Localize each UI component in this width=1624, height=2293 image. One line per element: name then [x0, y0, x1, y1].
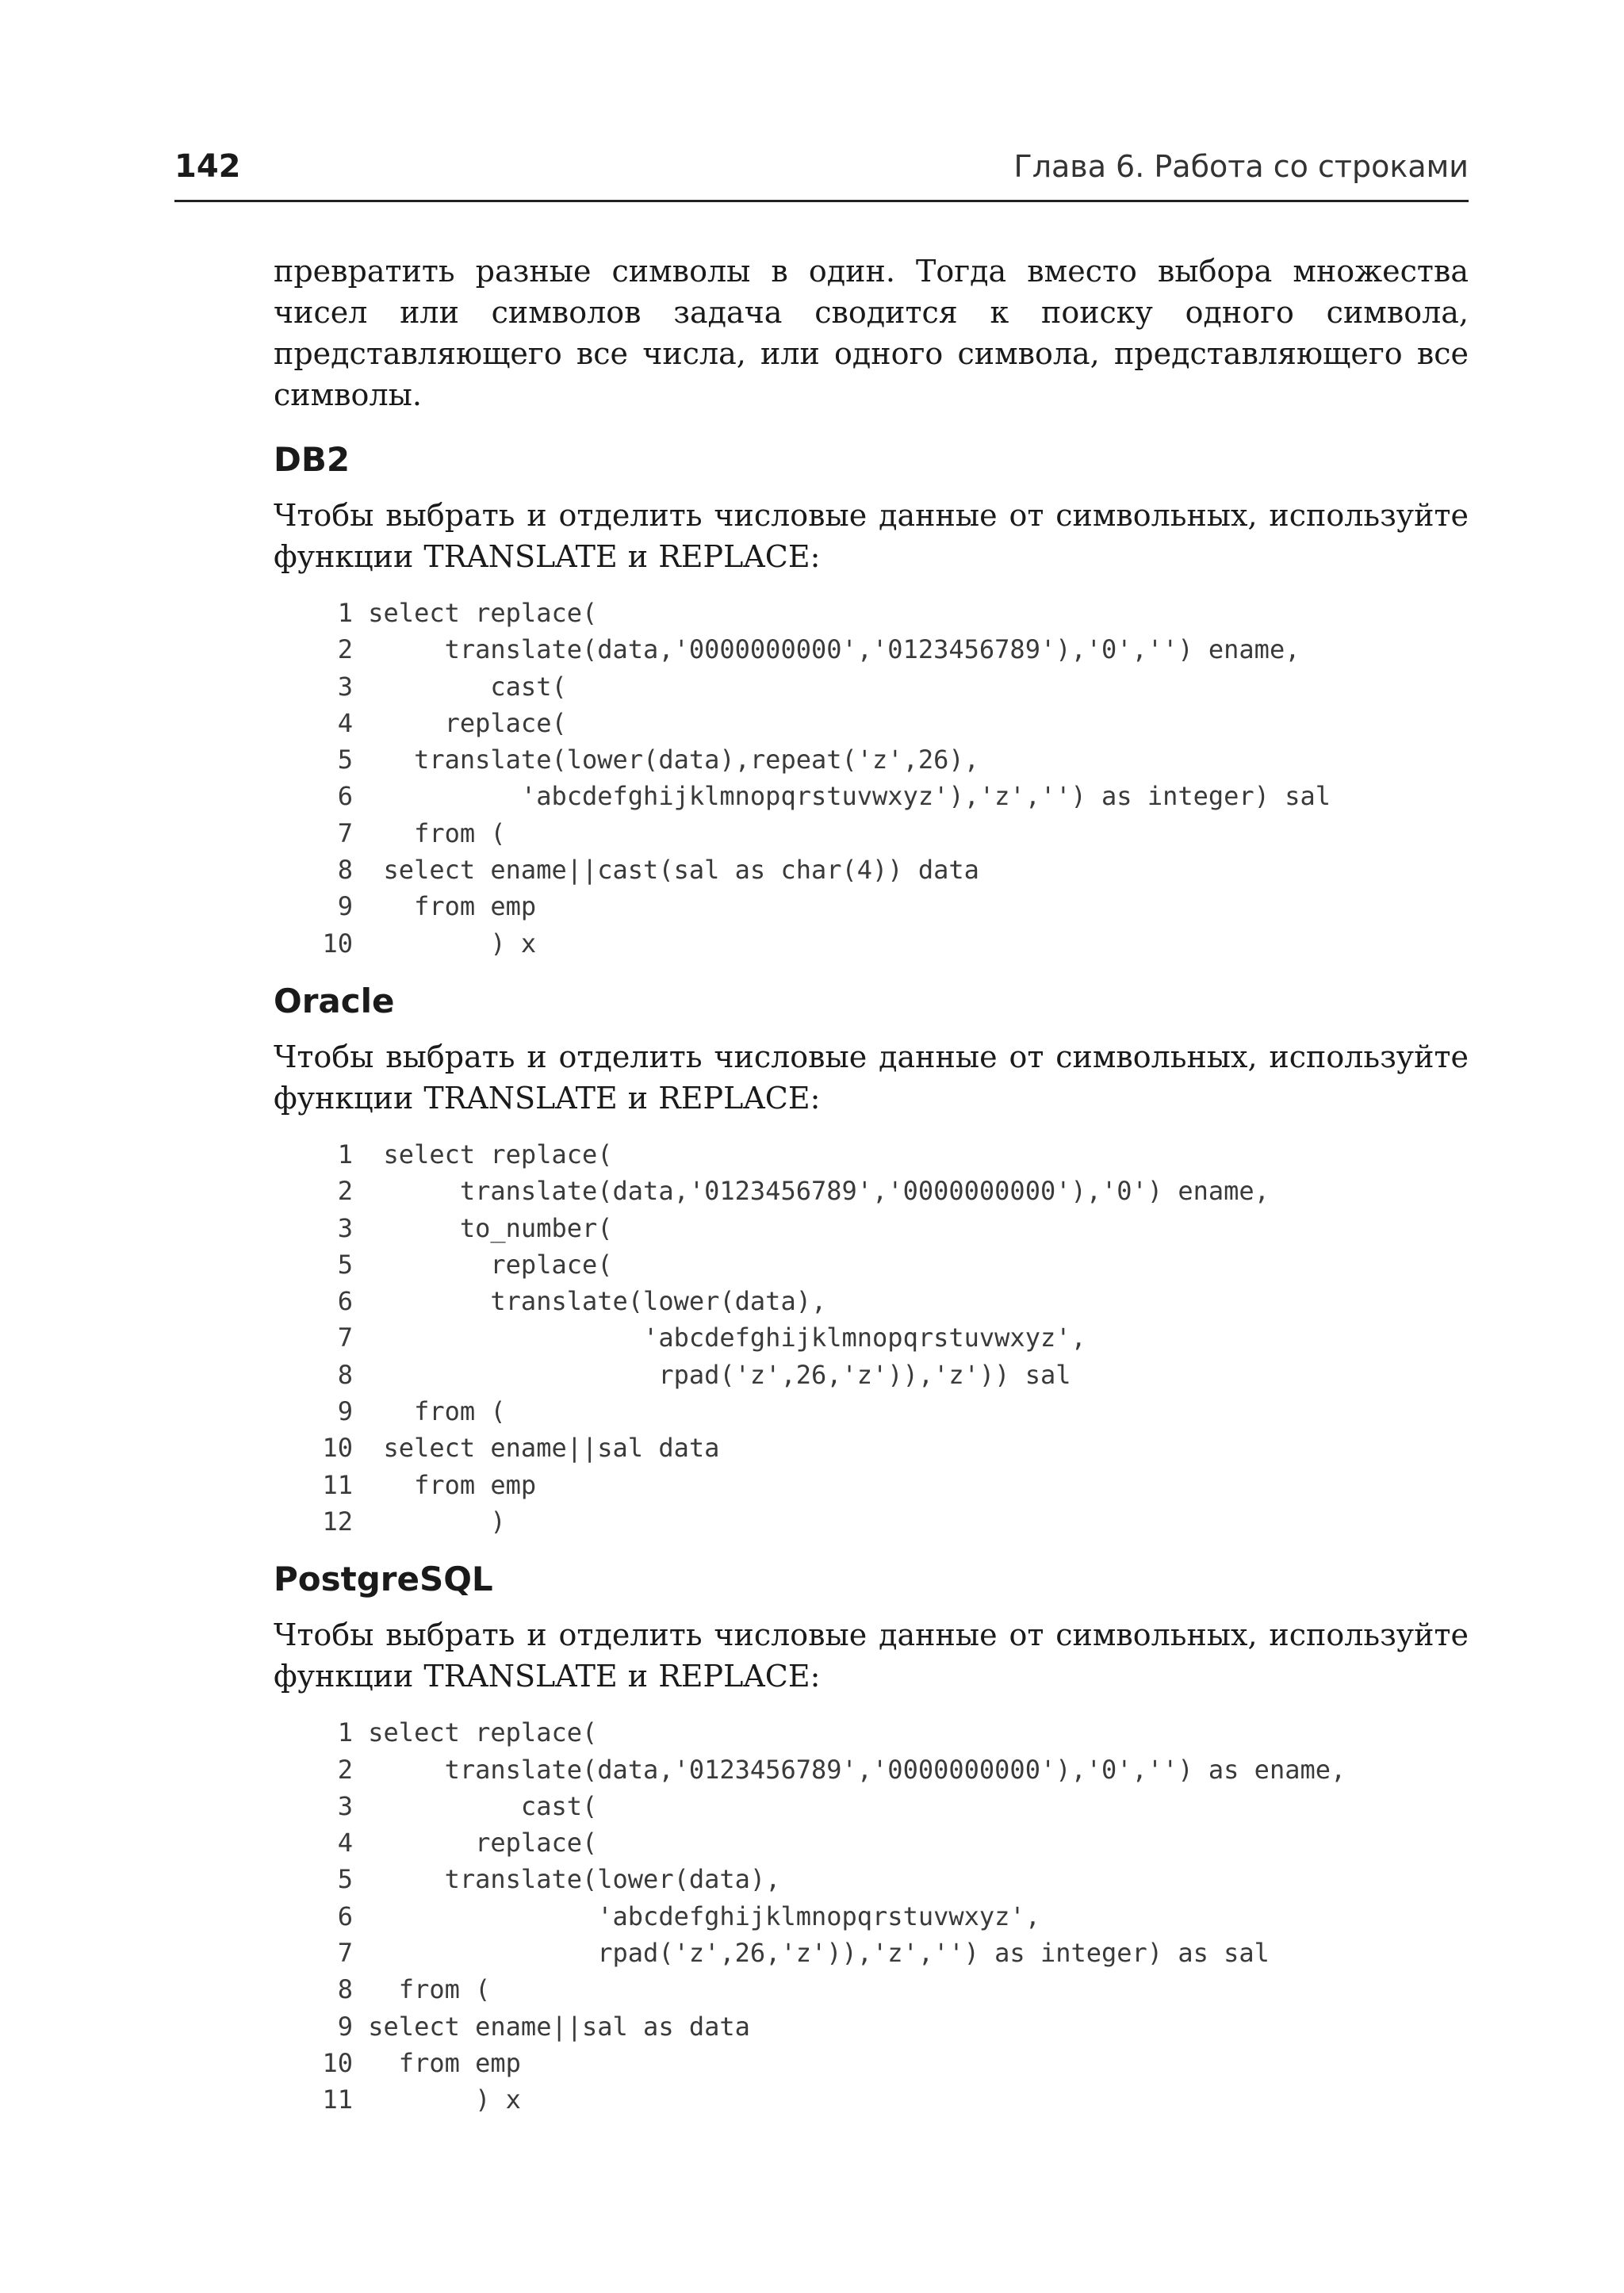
code-line	[274, 705, 1469, 741]
code-text: translate(lower(data),	[353, 1864, 781, 1895]
code-line	[274, 1246, 1469, 1283]
code-text: translate(data,'0000000000','0123456789'),'0','') ename,	[353, 634, 1300, 665]
line-number: 2	[337, 1176, 353, 1207]
code-line	[274, 1824, 1469, 1861]
line-number: 5	[337, 745, 353, 775]
code-text: rpad('z',26,'z')),'z','') as integer) as sal	[353, 1938, 1270, 1969]
section-title-postgresql: PostgreSQL	[274, 1560, 493, 1599]
code-line	[274, 1788, 1469, 1824]
line-number: 1	[337, 1139, 353, 1169]
code-block-oracle	[274, 1136, 1469, 1540]
intro-paragraph: превратить разные символы в один. Тогда вместо выбора множества чисел или символов задача сводится к поиску одного символа, представляющего все числа, или одного символа, представляющего все символы.	[274, 254, 1469, 412]
code-text: rpad('z',26,'z')),'z')) sal	[353, 1359, 1071, 1390]
line-number: 8	[337, 1974, 353, 2005]
code-text: from emp	[353, 891, 537, 922]
code-line	[274, 1971, 1469, 2008]
line-number: 9	[337, 891, 353, 922]
code-text: from (	[353, 817, 506, 848]
line-number: 10	[322, 2047, 353, 2078]
code-line	[274, 1935, 1469, 1971]
section-text-db2: Чтобы выбрать и отделить числовые данные от символьных, используйте функции TRANSLATE и REPLACE:	[274, 498, 1469, 574]
line-number: 3	[337, 1790, 353, 1821]
line-number: 8	[337, 855, 353, 886]
code-line	[274, 1467, 1469, 1503]
code-text: from (	[353, 1396, 506, 1427]
code-line	[274, 815, 1469, 852]
code-text: cast(	[353, 671, 567, 702]
line-number: 11	[322, 2084, 353, 2115]
code-line	[274, 595, 1469, 631]
line-number: 10	[322, 1433, 353, 1464]
code-text: from emp	[353, 1469, 537, 1500]
code-line	[274, 1357, 1469, 1393]
code-line	[274, 1173, 1469, 1209]
code-text: translate(data,'0123456789','0000000000'),'0','') as ename,	[353, 1754, 1346, 1785]
section-text-oracle: Чтобы выбрать и отделить числовые данные от символьных, используйте функции TRANSLATE и REPLACE:	[274, 1039, 1469, 1116]
line-number: 7	[337, 817, 353, 848]
line-number: 2	[337, 634, 353, 665]
code-line	[274, 1136, 1469, 1173]
code-line	[274, 925, 1469, 962]
page-header	[174, 144, 1469, 202]
code-line	[274, 2045, 1469, 2081]
code-line	[274, 631, 1469, 668]
code-text: select ename||sal as data	[353, 2011, 750, 2042]
line-number: 12	[322, 1506, 353, 1537]
line-number: 1	[337, 598, 353, 628]
code-line	[274, 668, 1469, 705]
page-content	[274, 251, 1469, 2119]
line-number: 4	[337, 707, 353, 738]
line-number: 3	[337, 671, 353, 702]
line-number: 1	[337, 1717, 353, 1748]
code-text: from emp	[353, 2047, 521, 2078]
code-text: select replace(	[353, 598, 598, 628]
code-text: translate(data,'0123456789','0000000000'),'0') ename,	[353, 1176, 1270, 1207]
line-number: 6	[337, 781, 353, 812]
section-title-oracle: Oracle	[274, 981, 395, 1020]
code-text: translate(lower(data),	[353, 1286, 827, 1317]
code-text: translate(lower(data),repeat('z',26),	[353, 745, 979, 775]
line-number: 9	[337, 1396, 353, 1427]
code-text: 'abcdefghijklmnopqrstuvwxyz',	[353, 1323, 1086, 1353]
code-text: ) x	[353, 2084, 521, 2115]
code-text: replace(	[353, 1249, 613, 1280]
code-line	[274, 778, 1469, 814]
code-line	[274, 1430, 1469, 1466]
page-number: 142	[174, 148, 241, 185]
code-text: 'abcdefghijklmnopqrstuvwxyz',	[353, 1901, 1040, 1931]
code-line	[274, 1393, 1469, 1430]
code-line	[274, 2081, 1469, 2118]
code-text: select ename||cast(sal as char(4)) data	[353, 855, 979, 886]
code-text: replace(	[353, 1828, 598, 1859]
line-number: 10	[322, 928, 353, 959]
line-number: 8	[337, 1359, 353, 1390]
code-line	[274, 1503, 1469, 1540]
code-text: to_number(	[353, 1212, 613, 1243]
section-text-postgresql: Чтобы выбрать и отделить числовые данные от символьных, используйте функции TRANSLATE и REPLACE:	[274, 1617, 1469, 1694]
code-text: replace(	[353, 707, 567, 738]
code-text: 'abcdefghijklmnopqrstuvwxyz'),'z','') as integer) sal	[353, 781, 1331, 812]
code-line	[274, 1714, 1469, 1751]
code-line	[274, 1283, 1469, 1319]
code-line	[274, 1861, 1469, 1897]
line-number: 3	[337, 1212, 353, 1243]
code-line	[274, 852, 1469, 888]
code-text: select replace(	[353, 1717, 598, 1748]
code-text: from (	[353, 1974, 491, 2005]
code-line	[274, 1319, 1469, 1356]
code-text: )	[353, 1506, 506, 1537]
line-number: 6	[337, 1286, 353, 1317]
code-text: select replace(	[353, 1139, 613, 1169]
code-block-postgresql	[274, 1714, 1469, 2118]
code-text: select ename||sal data	[353, 1433, 720, 1464]
code-line	[274, 1751, 1469, 1788]
code-line	[274, 741, 1469, 778]
section-title-db2: DB2	[274, 440, 350, 479]
line-number: 5	[337, 1864, 353, 1895]
running-title: Глава 6. Работа со строками	[1013, 149, 1469, 184]
line-number: 7	[337, 1938, 353, 1969]
line-number: 4	[337, 1828, 353, 1859]
code-text: cast(	[353, 1790, 598, 1821]
code-block-db2	[274, 595, 1469, 962]
line-number: 2	[337, 1754, 353, 1785]
code-line	[274, 1898, 1469, 1935]
code-text: ) x	[353, 928, 537, 959]
line-number: 9	[337, 2011, 353, 2042]
code-line	[274, 1210, 1469, 1246]
line-number: 5	[337, 1249, 353, 1280]
code-line	[274, 888, 1469, 924]
code-line	[274, 2008, 1469, 2045]
line-number: 7	[337, 1323, 353, 1353]
line-number: 11	[322, 1469, 353, 1500]
line-number: 6	[337, 1901, 353, 1931]
